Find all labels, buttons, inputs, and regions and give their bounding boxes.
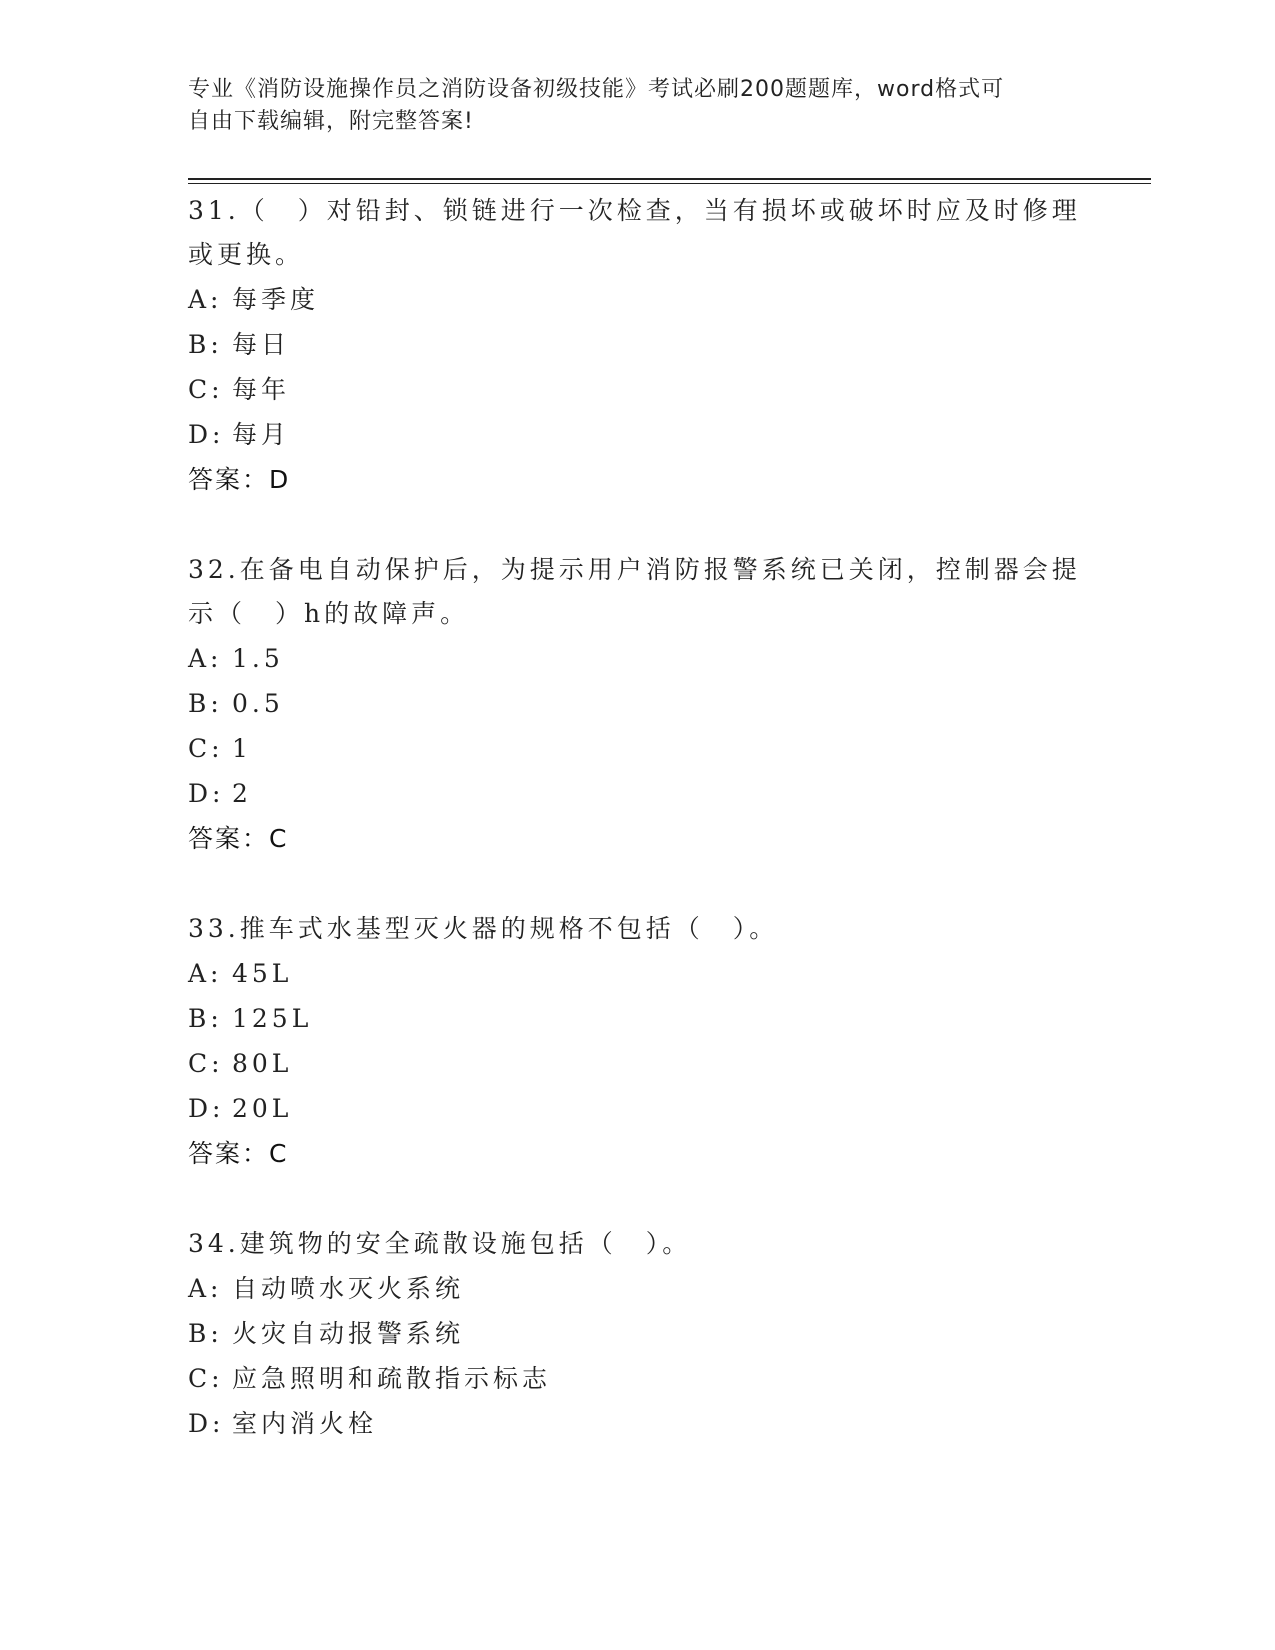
- option-d: [188, 412, 1088, 457]
- option-letter: D:: [188, 779, 225, 808]
- option-text: 20L: [232, 1094, 293, 1123]
- option-b: [188, 322, 1088, 367]
- option-text: 每日: [232, 330, 291, 359]
- option-d: [188, 1086, 1088, 1131]
- option-text: 2: [232, 779, 252, 808]
- option-letter: B:: [188, 1319, 223, 1348]
- answer: 答案：C: [188, 824, 289, 853]
- option-text: 80L: [232, 1049, 293, 1078]
- option-text: 125L: [232, 1004, 313, 1033]
- option-letter: A:: [188, 285, 223, 314]
- option-d: [188, 771, 1088, 816]
- option-text: 火灾自动报警系统: [232, 1319, 465, 1348]
- option-letter: D:: [188, 1409, 225, 1438]
- question-33: [188, 907, 1088, 1176]
- option-c: [188, 1356, 1088, 1401]
- header-line-2: 自由下载编辑，附完整答案!: [188, 109, 474, 134]
- option-c: [188, 1041, 1088, 1086]
- option-d: [188, 1401, 1088, 1446]
- question-text: 31.（ ）对铅封、锁链进行一次检查，当有损坏或破坏时应及时修理或更换。: [188, 196, 1081, 269]
- question-31: [188, 189, 1088, 502]
- option-text: 1: [232, 734, 252, 763]
- option-letter: A:: [188, 1274, 223, 1303]
- option-a: [188, 636, 1088, 681]
- header-divider-thick: [188, 178, 1151, 180]
- option-a: [188, 277, 1088, 322]
- question-34: [188, 1222, 1088, 1446]
- option-text: 应急照明和疏散指示标志: [232, 1364, 552, 1393]
- option-text: 每年: [232, 375, 291, 404]
- question-text: 33.推车式水基型灭火器的规格不包括（ ）。: [188, 914, 779, 943]
- option-letter: C:: [188, 375, 224, 404]
- option-letter: C:: [188, 1364, 224, 1393]
- answer: 答案：C: [188, 1139, 289, 1168]
- option-a: [188, 1266, 1088, 1311]
- question-32: [188, 548, 1088, 861]
- question-text: 32.在备电自动保护后，为提示用户消防报警系统已关闭，控制器会提示（ ）h的故障声。: [188, 555, 1081, 628]
- option-letter: C:: [188, 1049, 224, 1078]
- header-line-1: 专业《消防设施操作员之消防设备初级技能》考试必刷200题题库，word格式可: [188, 77, 1005, 102]
- option-a: [188, 951, 1088, 996]
- option-letter: B:: [188, 689, 223, 718]
- option-letter: B:: [188, 1004, 223, 1033]
- option-text: 45L: [232, 959, 293, 988]
- option-text: 室内消火栓: [232, 1409, 378, 1438]
- option-b: [188, 996, 1088, 1041]
- header-divider-thin: [188, 183, 1151, 184]
- answer: 答案：D: [188, 465, 291, 494]
- option-letter: A:: [188, 959, 223, 988]
- option-text: 1.5: [232, 644, 284, 673]
- option-text: 每季度: [232, 285, 320, 314]
- option-c: [188, 726, 1088, 771]
- document-header: [188, 74, 1068, 138]
- question-list: [188, 189, 1088, 1492]
- option-letter: C:: [188, 734, 224, 763]
- option-letter: D:: [188, 1094, 225, 1123]
- option-b: [188, 1311, 1088, 1356]
- option-letter: B:: [188, 330, 223, 359]
- option-b: [188, 681, 1088, 726]
- option-letter: D:: [188, 420, 225, 449]
- option-text: 每月: [232, 420, 291, 449]
- option-text: 0.5: [232, 689, 284, 718]
- option-text: 自动喷水灭火系统: [232, 1274, 465, 1303]
- option-letter: A:: [188, 644, 223, 673]
- option-c: [188, 367, 1088, 412]
- question-text: 34.建筑物的安全疏散设施包括（ ）。: [188, 1229, 692, 1258]
